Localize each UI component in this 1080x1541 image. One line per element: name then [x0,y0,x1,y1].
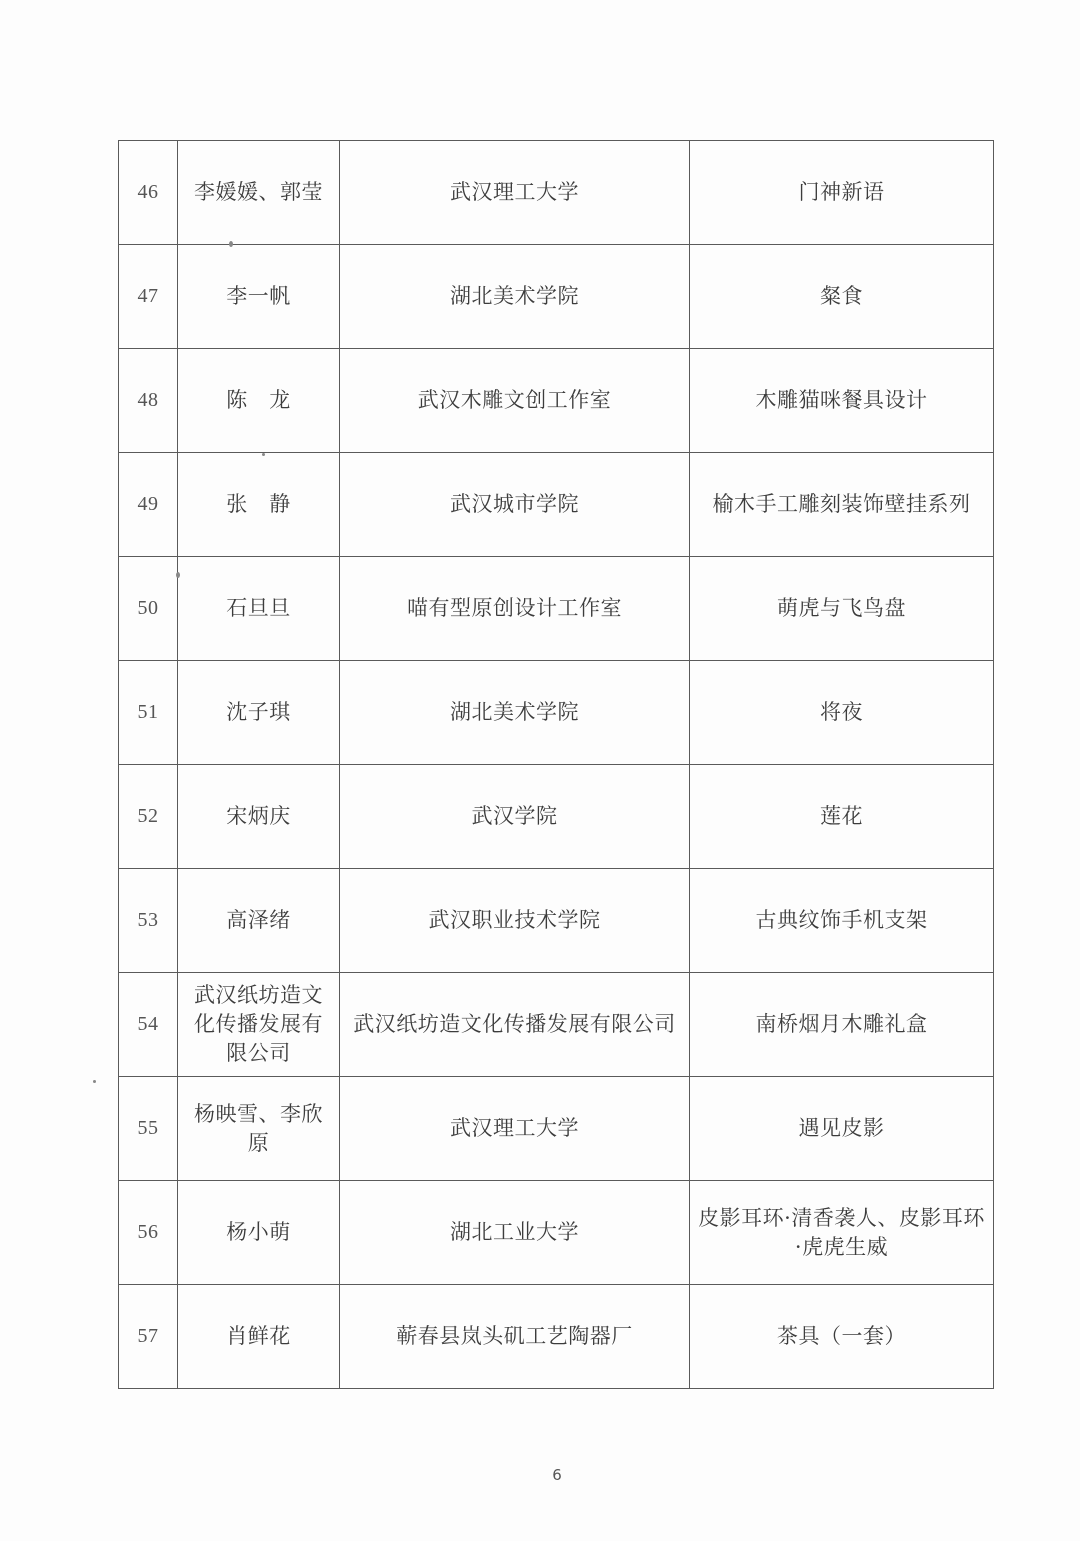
author-name: 张 静 [178,453,340,557]
table-row [119,557,994,661]
scan-speck [176,572,180,578]
row-number: 48 [119,349,178,453]
work-title: 皮影耳环·清香袭人、皮影耳环·虎虎生威 [690,1181,994,1285]
organization: 湖北美术学院 [340,661,690,765]
author-name: 杨小萌 [178,1181,340,1285]
organization: 武汉学院 [340,765,690,869]
row-number: 51 [119,661,178,765]
table-row [119,1285,994,1389]
work-title: 古典纹饰手机支架 [690,869,994,973]
row-number: 46 [119,141,178,245]
row-number: 53 [119,869,178,973]
row-number: 57 [119,1285,178,1389]
table-row [119,869,994,973]
page-number: 6 [552,1466,562,1484]
scan-speck [229,241,233,247]
scan-speck [262,453,265,456]
table-row [119,453,994,557]
author-name: 李媛媛、郭莹 [178,141,340,245]
organization: 武汉纸坊造文化传播发展有限公司 [340,973,690,1077]
table-row [119,973,994,1077]
work-title: 木雕猫咪餐具设计 [690,349,994,453]
work-title: 茶具（一套） [690,1285,994,1389]
author-name: 石旦旦 [178,557,340,661]
work-title: 遇见皮影 [690,1077,994,1181]
row-number: 50 [119,557,178,661]
author-name: 武汉纸坊造文化传播发展有限公司 [178,973,340,1077]
work-title: 将夜 [690,661,994,765]
table-row [119,349,994,453]
organization: 喵有型原创设计工作室 [340,557,690,661]
table-row [119,1077,994,1181]
row-number: 47 [119,245,178,349]
organization: 武汉城市学院 [340,453,690,557]
table-row [119,245,994,349]
scan-speck [93,1080,96,1083]
author-name: 高泽绪 [178,869,340,973]
table-row [119,765,994,869]
work-title: 门神新语 [690,141,994,245]
organization: 武汉理工大学 [340,141,690,245]
author-name: 肖鲜花 [178,1285,340,1389]
organization: 湖北美术学院 [340,245,690,349]
row-number: 54 [119,973,178,1077]
table-row [119,141,994,245]
table-body [119,141,994,1389]
row-number: 56 [119,1181,178,1285]
table-row [119,661,994,765]
work-title: 萌虎与飞鸟盘 [690,557,994,661]
author-name: 沈子琪 [178,661,340,765]
work-title: 南桥烟月木雕礼盒 [690,973,994,1077]
row-number: 55 [119,1077,178,1181]
author-name: 宋炳庆 [178,765,340,869]
row-number: 52 [119,765,178,869]
work-title: 粲食 [690,245,994,349]
work-title: 榆木手工雕刻装饰壁挂系列 [690,453,994,557]
author-name: 陈 龙 [178,349,340,453]
organization: 武汉木雕文创工作室 [340,349,690,453]
organization: 武汉理工大学 [340,1077,690,1181]
award-list-table [118,140,994,1389]
organization: 蕲春县岚头矶工艺陶器厂 [340,1285,690,1389]
organization: 武汉职业技术学院 [340,869,690,973]
organization: 湖北工业大学 [340,1181,690,1285]
author-name: 杨映雪、李欣原 [178,1077,340,1181]
author-name: 李一帆 [178,245,340,349]
table-row [119,1181,994,1285]
row-number: 49 [119,453,178,557]
work-title: 莲花 [690,765,994,869]
